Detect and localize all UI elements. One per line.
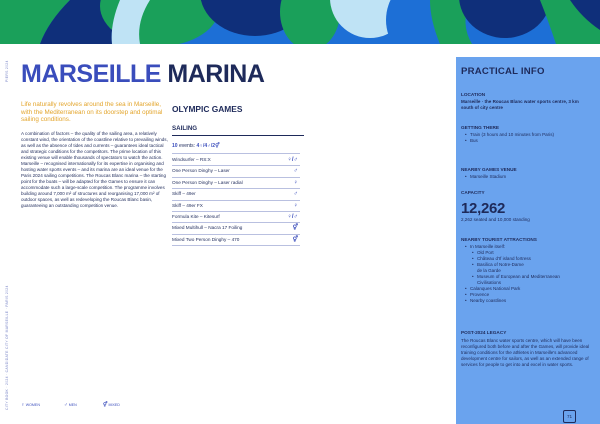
event-row	[172, 155, 300, 166]
gender-icon: ♀/♂	[287, 213, 298, 220]
gender-icon: ⚥	[292, 236, 298, 243]
legend-women	[21, 402, 40, 408]
list-item: • Museum of European and Mediterranean	[465, 274, 593, 280]
legend-mixed	[103, 402, 120, 408]
event-name: Formula Kite – Kitesurf	[172, 213, 220, 219]
page-number: 71	[563, 410, 576, 423]
legacy-label: POST-2024 LEGACY	[461, 330, 507, 335]
olympic-heading: OLYMPIC GAMES	[172, 104, 243, 114]
attractions-label: NEARBY TOURIST ATTRACTIONS	[461, 237, 537, 242]
list-item: • Marseille Stadium	[465, 174, 593, 180]
getting-there-label: GETTING THERE	[461, 125, 500, 130]
list-item: • Train (3 hours and 10 minutes from Paris)	[465, 132, 593, 138]
legend-women-label: WOMEN	[25, 403, 40, 407]
gender-icon: ♀	[293, 179, 298, 186]
capacity-text: 2,262 seated and 10,000 standing	[461, 217, 530, 222]
gender-icon: ⚥	[292, 225, 298, 232]
event-name: Skiff – 49er FX	[172, 202, 203, 208]
attractions-list	[465, 244, 593, 304]
getting-there-list	[465, 132, 593, 144]
list-item: • Provence	[465, 292, 593, 298]
gender-icon: ♂	[293, 191, 298, 198]
female-icon: ♀	[21, 402, 25, 408]
legend-men-label: MEN	[68, 403, 77, 407]
list-item: • Old Port	[465, 250, 593, 256]
event-name: One Person Dinghy – Laser radial	[172, 179, 243, 185]
event-row	[172, 178, 300, 189]
list-item: • Château d'If island fortress	[465, 256, 593, 262]
events-list	[172, 155, 300, 246]
capacity-label: CAPACITY	[461, 190, 485, 195]
event-row	[172, 166, 300, 177]
side-label-bottom: CITY BOOK · 2024 · CANDIDATE CITY OF MARSEILLE · PARIS 2024	[5, 285, 9, 410]
legend-men	[64, 402, 77, 408]
body-paragraph: A combination of factors – the quality of the sailing area, a relatively constant wind, the orientation of the coastline relative to prevailing winds, as well as the absence of tides and currents – guarantees ideal tactical and strategic conditions for the competitors. The prime location of this existing venue will enable thousands of spectators to watch the action. Marseille – recognised internationally for its expertise in organising and hosting water sports events – and its marina are an ideal venue for the Paris 2024 sailing competitions. The Roucas Blanc marina – the starting point for the boats – will be adapted for the Games to ensure it can accommodate such a large-scale competition. The programme involves building around 7,000 m² of structures and reorganising 17,000 m² of outdoor spaces, as well as redeveloping the Roucas Blanc basin, guaranteeing an outstanding competition venue.	[21, 131, 168, 208]
gender-icon: ♀	[293, 202, 298, 209]
sport-heading: SAILING	[172, 125, 198, 132]
event-row	[172, 223, 300, 234]
legacy-text: The Roucas Blanc water sports centre, which will have been reconfigured both before and after the Games, will provide ideal training conditions for the athletes in Marseille's advanced development centre for sailors, as well as an extended range of services for people to get into and excel in water sports.	[461, 338, 590, 367]
divider	[172, 135, 304, 136]
event-name: Skiff – 49er	[172, 191, 196, 197]
legend-mixed-label: MIXED	[108, 403, 120, 407]
page-title	[21, 60, 264, 89]
practical-info-title: PRACTICAL INFO	[461, 66, 545, 77]
event-name: Mixed Multihull – Nacra 17 Foiling	[172, 225, 243, 231]
event-name: One Person Dinghy – Laser	[172, 168, 230, 174]
list-item: de la Garde	[477, 268, 501, 273]
mixed-icon: ⚥	[103, 402, 108, 408]
capacity-number: 12,262	[461, 200, 506, 217]
side-label-top: PIERS 2024	[5, 60, 9, 82]
title-part2: MARINA	[167, 60, 265, 88]
events-label: events:	[178, 143, 196, 149]
male-icon: ♂	[64, 402, 68, 408]
title-part1: MARSEILLE	[21, 60, 161, 88]
events-count: 10	[172, 143, 178, 149]
event-name: Mixed Two Person Dinghy – 470	[172, 236, 240, 242]
list-item: • Bus	[465, 138, 593, 144]
list-item: • Nearby coastlines	[465, 298, 593, 304]
intro-paragraph: Life naturally revolves around the sea in Marseille, with the Mediterranean on its doorstep and optimal sailing conditions.	[21, 101, 163, 124]
banner-graphic	[0, 0, 600, 44]
event-row	[172, 212, 300, 223]
list-item: Civilisations	[477, 280, 502, 285]
event-row	[172, 189, 300, 200]
events-summary	[172, 143, 300, 154]
event-name: Windsurfer – RS:X	[172, 157, 211, 162]
nearby-venue-list	[465, 174, 593, 180]
gender-icon: ♂	[293, 168, 298, 175]
event-row	[172, 235, 300, 246]
event-row	[172, 201, 300, 212]
gender-icon: ♀/♂	[287, 157, 298, 163]
list-item: • Basilica of Notre-Dame	[465, 262, 593, 268]
header-banner	[0, 0, 600, 44]
location-text: Marseille · the Roucas Blanc water sports centre, 3 km south of city centre	[461, 99, 579, 110]
list-item: • Calanques National Park	[465, 286, 593, 292]
events-breakdown: 4♀/4♂/2⚥	[196, 143, 220, 149]
location-label: LOCATION	[461, 92, 486, 97]
list-item: • In Marseille itself:	[465, 244, 593, 250]
nearby-venue-label: NEARBY GAMES VENUE	[461, 167, 517, 172]
